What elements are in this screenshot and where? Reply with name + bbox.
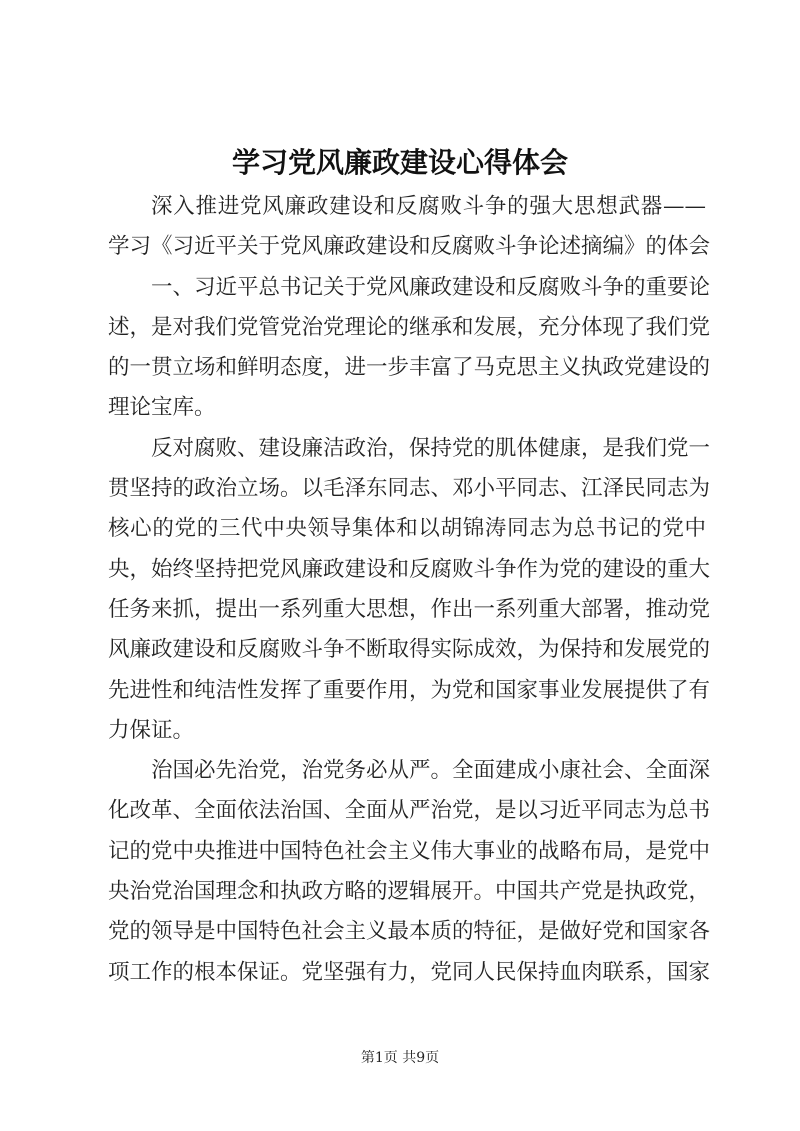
paragraph xyxy=(108,751,711,993)
paragraph xyxy=(108,268,711,429)
text-line: 力保证。 xyxy=(108,717,195,743)
text-line: 理论宝库。 xyxy=(108,395,216,421)
text-line: 央，始终坚持把党风廉政建设和反腐败斗争作为党的建设的重大 xyxy=(108,556,711,582)
text-line: 贯坚持的政治立场。以毛泽东同志、邓小平同志、江泽民同志为 xyxy=(108,476,711,502)
text-line: 一、习近平总书记关于党风廉政建设和反腐败斗争的重要论 xyxy=(151,274,711,300)
text-line: 任务来抓，提出一系列重大思想，作出一系列重大部署，推动党 xyxy=(108,596,711,622)
text-line: 的一贯立场和鲜明态度，进一步丰富了马克思主义执政党建设的 xyxy=(108,355,711,381)
text-line: 先进性和纯洁性发挥了重要作用，为党和国家事业发展提供了有 xyxy=(108,677,711,703)
text-line: 记的党中央推进中国特色社会主义伟大事业的战略布局，是党中 xyxy=(108,838,711,864)
text-line: 学习《习近平关于党风廉政建设和反腐败斗争论述摘编》的体会 xyxy=(108,234,711,260)
document-body xyxy=(108,187,711,993)
text-line: 深入推进党风廉政建设和反腐败斗争的强大思想武器—— xyxy=(151,194,706,219)
text-line: 风廉政建设和反腐败斗争不断取得实际成效，为保持和发展党的 xyxy=(108,637,711,663)
text-line: 反对腐败、建设廉洁政治，保持党的肌体健康，是我们党一 xyxy=(151,435,711,461)
text-line: 党的领导是中国特色社会主义最本质的特征，是做好党和国家各 xyxy=(108,919,711,945)
document-title: 学习党风廉政建设心得体会 xyxy=(231,146,568,179)
paragraph xyxy=(108,187,711,268)
text-line: 述，是对我们党管党治党理论的继承和发展，充分体现了我们党 xyxy=(108,314,711,340)
page-footer: 第1页 共9页 xyxy=(360,1050,440,1066)
text-line: 治国必先治党，治党务必从严。全面建成小康社会、全面深 xyxy=(151,758,711,784)
text-line: 化改革、全面依法治国、全面从严治党，是以习近平同志为总书 xyxy=(108,798,711,824)
text-line: 央治党治国理念和执政方略的逻辑展开。中国共产党是执政党， xyxy=(108,879,711,905)
text-line: 项工作的根本保证。党坚强有力，党同人民保持血肉联系，国家 xyxy=(108,959,711,985)
paragraph xyxy=(108,429,711,751)
text-line: 核心的党的三代中央领导集体和以胡锦涛同志为总书记的党中 xyxy=(108,516,706,542)
